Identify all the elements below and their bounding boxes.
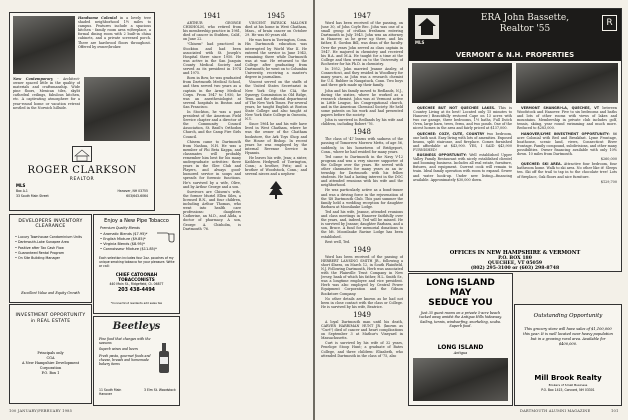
tobacco-item: • Virginia Blends ($8.95)* [100,242,145,246]
realtor-town: Hanover, NH 03755 [117,189,148,193]
clarkson-ad [9,12,155,211]
developers-item: • Luxury Townhouse Condominium Units [15,235,82,239]
right-page [315,0,628,420]
tobacco-subtitle: Premium Quality Blends [100,226,140,230]
tree-ornament-icon [245,180,307,201]
class-year-heading: 1948 [353,128,371,137]
era-listing-photo [412,63,512,103]
obituary-paragraph: Ted and his wife, Jeanne, attended reunions and class meetings in Hanover faithfully over the years, and, indeed, Ted will be missed. He is survived by Jeanne; daughter Barbara, and a son, Bruce. A fund for memorial donations to the Mt. Moosilauke Ravine Lodge has been established. [321,209,403,239]
tobacco-footnote: *Connecticut residents add sales tax [110,301,163,305]
obituary-paragraph: Word has been received of the passing, on June 30, of John Coyle Bec. John was one of a small group of civilian freshmen entering Dartmouth in July 1943. John was an attorney in Hanover, as he grew up there, and his father, E. Gordon Bill, was dean of the faculty. Over the years John served as class captain in 1947. He majored in chemistry and received his B.A. and M.A. He taught for a time at the College and then went on to the University of Rochester for his Ph.D. in chemistry. [321,21,403,66]
cheese-brand-logo: Beetleys [112,321,161,332]
developers-title: DEVELOPERS INVENTORY CLEARANCE [18,219,83,230]
mls-label: MLS [16,183,26,188]
era-header [409,9,621,49]
obituary-paragraph: John is survived in Redlands by his wife and children, including Robert '76. [321,118,403,127]
developers-item: • On Site Building Manager [15,256,60,261]
realtor-r-logo-icon: R [602,15,617,31]
listing-title: VERMONT SHANGRI-LA, QUECHEE, VT [521,106,600,110]
mill-brook-sub: Brokers of Small Business [548,383,588,387]
right-folio-number: 101 [611,409,619,413]
long-island-headline: MAY [449,288,472,298]
listing-text: This is Country Living at its best! Located only 15 minutes to Hanover.) Beautifully restored Cape on 13 acres with two car garage, three bedrooms, 1½ baths, Full Dutch Oven, large barn, trees, ferns, and two ponds. One of the nicest homes in the area and fairly priced at $137,000. [413,106,512,131]
listing-text: Attractive four bedroom, four bathroom home. Walk to ski area. No other like it! Sleeps ten. Ski off the trail to tap in to the chocolate tree! Lots of fireplace, Oak floors and nice furniture. [517,162,617,179]
colonial-ad-title: Handsome Colonial [78,16,117,20]
class-notes-column [183,10,241,405]
developers-item: • Positive after Tax Cash Flow [15,245,64,250]
realtor-logo [72,146,92,162]
obituary-paragraph: In 1952, John married Jeanne Ansley, of Connecticut, and they resided in Woodbury for many years, as John was a research chemist for U.S. Rubber in Naugatuck, Conn. Two boys and three girls made up their family. [321,67,403,88]
cheese-line: Fine food that changes with the seasons [99,337,151,346]
era-town: QUECHEE, VT 05059 [487,261,543,266]
era-title: ERA John Bassette, [480,13,570,23]
class-notes-column [245,10,307,405]
tobacco-ad [93,214,180,314]
cheese-line: Superb wines and beers [99,347,139,352]
listing-title: BUSINESS OPPORTUNITY: [417,153,467,158]
contemporary-ad-text: - Architect-owner spaced little in the quality of materials and craftsmanship. Wide pine floors, Mexican tiles, skylit cathedral ceilings, fabulous kitchen, etc. A captivating atmosphere for a year-round home or vacation retreat nestled in the Norwich hillside. [13,77,80,110]
tobacco-name: CHIEF CATOONAH TOBACCONISTS [115,272,158,282]
listing-text: between Woodstock and Hanover. Five to six bedrooms and baths and lots of other rooms with views of lakes and mountains. Membership in private club includes golf, tennis, skiing, year round swimming and much more. Reduced to $283,000. [517,106,617,131]
long-island-headline: LONG ISLAND [426,278,495,288]
era-listing-photo [516,63,618,103]
tobacco-item: • English Mixture ($9.85)* [100,237,146,241]
developers-ad [9,214,92,303]
obituary-paragraph: He leaves his wife, Jean; a sister, Kathleen Hedgwell of Torrington, Conn.; a brother, Fritz; and a brother of Woodstock, Conn.; and several nieces and a nephew. [245,156,307,177]
long-island-logo-sub: Antigua [453,351,468,355]
wine-bottle-icon [154,341,174,379]
house-logo-icon [415,15,439,39]
mill-brook-text: This grocery store will have sales of $1,100,000 this year. It is well located near heavy population but in a growing rural area. Available for $400,000. [523,327,613,346]
realtor-name: ROGER CLARKSON [27,165,137,176]
investment-contact: A New Hampshire Development Corporation [21,361,80,370]
obituary-paragraph: No other details are known as he had not been in close contact with the class or College. He is survived by his wife, Beatrice. [321,296,403,309]
obituary-paragraph: VINCENT PATRICK MALONE died at his home in West Chatham, Mass., of brain cancer on October 29. He was 60 years old. [245,21,307,38]
investment-contact: CGA [46,356,55,360]
tobacco-title: Enjoy a New Pipe Tobacco [104,218,169,224]
colonial-ad-text: in a lovely tree shaded neighborhood 1½ miles to campus. Features include a spacious kitchen - family room area w/fireplace, a formal dining room with 2 built-in china cabinets, and a private screened porch. There are hardwood floors throughout. Offered by owner/broker. [78,16,151,49]
obituary-paragraph: He was particularly active as a bond-issuer and was a driving force in the rejuvenation of the '48 Dartmouth Club. This past summer the family held a wedding reception for daughter Barbara at Moosilauke Lodge. [321,188,403,209]
era-offices: OFFICES IN NEW HAMPSHIRE & VERMONT [449,250,581,256]
mill-brook-brand: Mill Brook Realty [534,374,602,382]
class-notes-column [321,10,403,405]
mill-brook-address: P.O. Box 1415, Concord, NH 03301 [541,388,595,392]
listing-text: 86 acre Colonial with Bed and Breakfast. Lyme Frontage, boathouse, scenic land, views, Connecticut River frontage. Family compound, subdivisions, and other many possibilities. Owner financing available with only 10% down. 10 miles from Dartmouth. [517,131,617,157]
era-mls: MLS [415,40,425,45]
listing-title: QUECHEE BUT NOT QUECHEE LAKES. [417,106,496,110]
obituary-paragraph: Vincent served on the staffs of the United States Secretariat in New York City, the CIA, the Synergy Commission in Old Ridge, Tenn. and the editorial department of The New York Times. For several years, he taught English at Boston State College and also taught at New York State College in Oneonta, N.Y. [245,80,307,122]
obituary-paragraph: Ted came to Dartmouth in the Navy V-12 program and was a very sincere supporter of the College over the years. He served with other classmates for many years as an in-ternship for Dartmouth with his fellow students. He had a lasting interest in the DOC and attended reunions with his wife and the neighborhood. [321,154,403,188]
beach-photo [413,358,508,401]
obituary-paragraph: "Chisem" had practiced in Stockton and had been associated with St. Joseph's Hospital there since 1950. He was active in the San Joaquin County Medical Society and served as its president in 1974 and 1975. [183,42,241,76]
cheese-shop-ad [93,316,180,406]
obituary-paragraph: A loyal Dartmouth man until his death, CARVER HARRIMAN HUNT JR. (known as "Curt") died of cancer and heart complications on September 3 at Mathur's Vineyard in Massachusetts. [321,319,403,341]
obituary-paragraph: He was born in Torrington, Conn. His Dartmouth education was interrupted by World War II. He entered the service in June 1943, remaining there while Dartmouth was at war. He returned to the College after graduating from Dartmouth; he went on to Columbia University, receiving a master's degree in journalism. [245,38,307,80]
mill-brook-ad [514,304,622,406]
cheese-address-2: 3 Elm St. Woodstock [144,388,176,392]
left-folio: 100 JANUARY/FEBRUARY 1985 [9,409,73,413]
colonial-house-photo [13,16,75,74]
tobacco-address: 440 Main St., Ridgefield, Ct. 06877 [109,282,164,286]
listing-text: Well established Upper Valley Family Restaurant with nicely established clientel and booming business. Includes all real estate, furniture, fixtures, and equipment. Current cook will remain to train. Ideal family operation with room to expand. Sewer and water hook-up. Under new listing—financing available. Approximately $30,000 down. [413,153,512,182]
realtor-title: REALTOR [69,177,95,182]
obituary-paragraph: Survivors are Chisem's wife, the former Muriel Ellen Siles, a licensed R.N., and four children, including Arthur Thomas, who went into health care professions: daughters Catherine, an M.D., and Alida, a doctor of pharmacy. A son, George A. Chisholm, is Dartmouth '76. [183,189,241,231]
class-year-heading: 1949 [353,245,371,254]
cheese-line: Fresh pasta, gourmet foods and cheese, breads and homemade bakery items [99,353,151,367]
long-island-ad [408,273,513,406]
listing-title: HANOVER/LYME INVESTMENT OPPORTUNITY: [521,131,610,136]
tobacco-phone: 203 438-4494 [117,288,156,293]
obituary-paragraph: Word has been received of the passing of HERBERT LANSING SMITH JR., following a short illness, on March 12, in South Plainfield, N.J. Following Dartmouth, Herb was associated with the Plainville Trust Company in New Jersey, bank of which his father, H.L. Smith Sr., was a longtime employee and vice president. Herb was also employed by Central Power Equipment Corporation and the Gibson Bookstore Company. [321,254,403,296]
mill-brook-title: Outstanding Opportunity [533,313,603,319]
long-island-logo: LONG ISLAND [437,344,484,351]
class-year-heading: 1947 [353,12,371,20]
realtor-box: Box A-1 [16,189,28,193]
era-bassette-ad [408,8,622,272]
long-island-headline: SEDUCE YOU [428,298,493,308]
obituary-paragraph: Since 1964 he and his wife have lived in West Chatham, where he was the owner of the Chatham bookstore, the Ark Toys Shop and the House of Bishop. In recent years he was employed by the internal Revenue Service in Hyannis. [245,122,307,155]
left-page [0,0,313,420]
tobacco-item: • Aromatic Blends ($7.95)* [100,232,148,236]
obituary-paragraph: Rest well, Ted. [325,239,351,244]
listing-title: QUECHEE: SKI AREA. [521,162,563,167]
cheese-address-1: 11 South Main Hanover [99,388,122,396]
long-island-text: Just 35 guest rooms on a private 5-acre beach tucked away amidst the Antigua Hills hideaway. Sailing, tennis, windsurfing, snorkeling, scuba. Superb food. [419,311,502,328]
obituary-paragraph: Born in Bow, he was graduated from Dartmouth Medical School, and then served two years as a captain in the Army Medical Corps. From 1947 to 1950, he was an anesthesiologist at several hospitals in Boston and San Francisco. [183,76,241,109]
realtor-street: 33 South Main Street [16,194,49,198]
listing-text: two bedroom, one bath unit. Easy living with lots of amenities. Exposed beams, split staircase, and fireplace. Comes furnished and affordable at $43,900. YES, I SAID $43,900 FURNISHED! [413,131,512,152]
listing-price: $260,000 [600,157,617,162]
realtor-phone: 603/643-6064 [126,194,148,198]
listing-price: $129,700 [600,179,617,184]
class-year-heading: 1945 [267,12,285,20]
obituary-paragraph: In Stockton, he was a past president of the American Field Service chapter and a director of the Community Council Association, St. Basil's Orthodox Church, and the Camp Fire Girls Council. [183,109,241,139]
obituary-paragraph: The class of '47 learns with sadness of the passing of Tomorrow Morrow Metts, of age 56, suddenly, in his hometown of Bridgeport, Conn., where he had resided for many years. [321,137,403,154]
obituary-paragraph: Curt is survived by his wife of 32 years, Penelope Stoop Hunt; a graduate of Bates College, and three children: Elizabeth, who attended Dartmouth in the class of '75, also [321,341,403,358]
class-year-heading: 1949 [353,310,371,319]
investment-contact: P.O. Box 1 [41,371,60,375]
obituary-paragraph: ARTHUR GEORGE CHISHOLM, who retired from his membership practice in 1981, died of cancer in Stubben, Calif., on June 22. [183,21,241,42]
era-phones: (802) 295-3100 or (603) 298-8748 [470,266,560,271]
contemporary-house-photo [84,77,150,141]
era-logo [415,15,439,39]
class-year-heading: 1941 [203,12,221,20]
house-logo-icon [73,148,91,162]
contemporary-ad-title: New Contemporary [13,77,53,81]
developers-item: • Dartmouth-Lake Sunapee Area [15,240,69,245]
investment-title: INVESTMENT OPPORTUNITY in REAL ESTATE [15,313,86,324]
obituary-paragraph: John and his family moved to Redlands, N.J., during the sixties, where he worked as a research chemist. John was at Vermont active in Little League, his Congregational church, and in the American Chemical Society. He held some patents on his work and had presented papers before the society. [321,88,403,118]
era-banner: VERMONT & N.H. PROPERTIES [409,49,621,61]
obituary-paragraph: Chisem came to Dartmouth from Nashua, N.H. He was a member of Phi Beta Kappa, and classmates will probably remember him best for his many undergraduate activities: three years in the Glee Club and Players, and always good-humored service in soups and spreads for forensic functions. He's survived by a wife, Olive, and by Arthur George and a son. [183,139,241,189]
developers-item: • Guaranteed Rental Program [15,250,65,255]
listing-title: QUECHEE: COZY, CUTE, COUNTRY [417,131,485,136]
tobacco-item: • Connoisseur Mixture ($11.85)* [100,247,157,251]
right-folio-title: DARTMOUTH ALUMNI MAGAZINE [520,409,591,413]
investment-contact: Principals only [37,351,64,355]
developers-tagline: Excellent Value and Equity Growth [21,291,80,295]
era-po-box: P.O. BOX 180 [498,256,532,261]
tobacco-note: Each selection includes four 2oz. pouches of my unique smoking tobacco for your pleasure. Write or call: [99,256,175,268]
era-subtitle: Realtor '55 [499,24,551,34]
investment-ad [9,304,92,404]
